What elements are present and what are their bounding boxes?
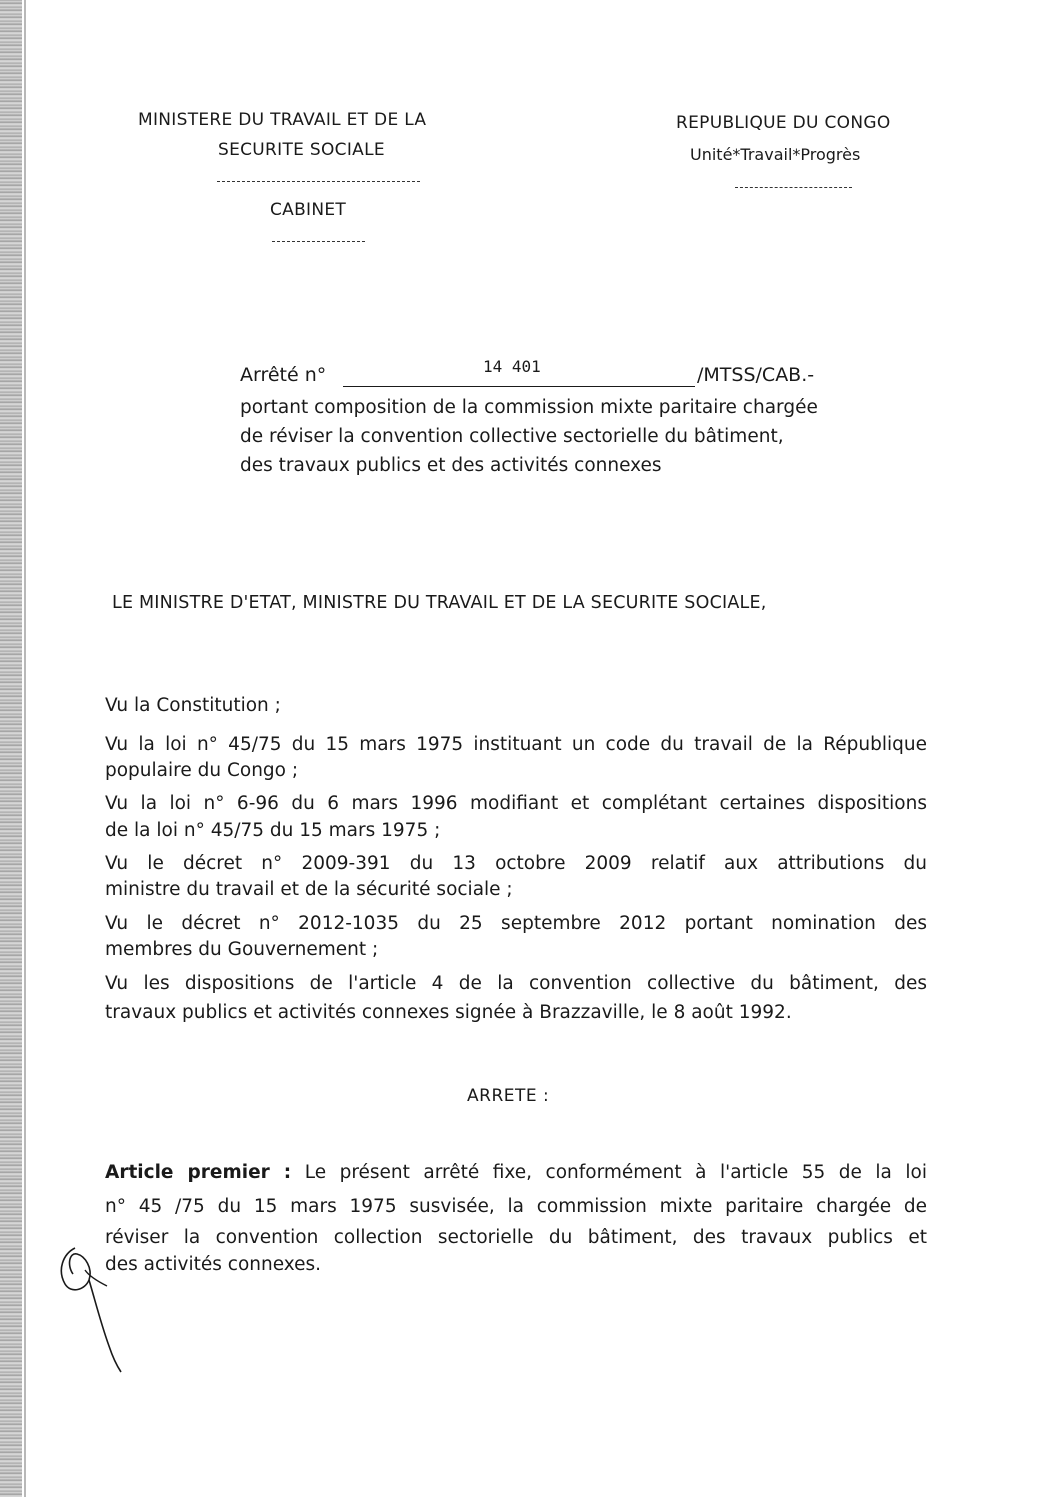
visa-loi-45-75-line-2: populaire du Congo ; — [105, 760, 299, 781]
visa-decret-2012-line-1: Vu le décret n° 2012-1035 du 25 septembre 2012 portant nomination des — [105, 913, 927, 934]
visa-constitution: Vu la Constitution ; — [105, 695, 281, 716]
subject-line-3: des travaux publics et des activités connexes — [240, 455, 662, 476]
article-1-line-3: réviser la convention collection sectorielle du bâtiment, des travaux publics et — [105, 1227, 927, 1248]
scan-edge — [0, 0, 22, 1497]
visa-convention-line-2: travaux publics et activités connexes signée à Brazzaville, le 8 août 1992. — [105, 1002, 792, 1023]
header-left-divider — [217, 181, 420, 182]
article-1-label: Article premier : — [105, 1162, 292, 1183]
article-1-line-2: n° 45 /75 du 15 mars 1975 susvisée, la commission mixte paritaire chargée de — [105, 1196, 927, 1217]
ministry-line-1: MINISTERE DU TRAVAIL ET DE LA — [138, 110, 427, 130]
subject-line-2: de réviser la convention collective sectorielle du bâtiment, — [240, 426, 784, 447]
minister-heading: LE MINISTRE D'ETAT, MINISTRE DU TRAVAIL ET DE LA SECURITE SOCIALE, — [112, 593, 767, 613]
header-right-divider — [735, 187, 852, 188]
handwritten-initials — [55, 1240, 145, 1380]
ministry-line-2: SECURITE SOCIALE — [218, 140, 385, 160]
subject-line-1: portant composition de la commission mixte paritaire chargée — [240, 397, 818, 418]
title-suffix: /MTSS/CAB.- — [697, 364, 815, 386]
cabinet-divider — [272, 241, 365, 242]
article-1-text-1: Le présent arrêté fixe, conformément à l'article 55 de la loi — [304, 1162, 927, 1183]
visa-decret-2009-line-2: ministre du travail et de la sécurité sociale ; — [105, 879, 513, 900]
visa-loi-6-96-line-1: Vu la loi n° 6-96 du 6 mars 1996 modifiant et complétant certaines dispositions — [105, 793, 927, 814]
title-number-line — [343, 386, 695, 387]
visa-loi-6-96-line-2: de la loi n° 45/75 du 15 mars 1975 ; — [105, 820, 441, 841]
visa-convention-line-1: Vu les dispositions de l'article 4 de la convention collective du bâtiment, des — [105, 973, 927, 994]
visa-decret-2009-line-1: Vu le décret n° 2009-391 du 13 octobre 2009 relatif aux attributions du — [105, 853, 927, 874]
cabinet-label: CABINET — [270, 200, 347, 220]
motto: Unité*Travail*Progrès — [690, 145, 861, 164]
visa-decret-2012-line-2: membres du Gouvernement ; — [105, 939, 379, 960]
article-1-line-1 — [105, 1158, 927, 1188]
republic-label: REPUBLIQUE DU CONGO — [676, 113, 891, 133]
arrete-heading: ARRETE : — [467, 1086, 550, 1106]
title-number: 14 401 — [483, 357, 541, 376]
scan-edge-line — [24, 0, 26, 1497]
title-prefix: Arrêté n° — [240, 364, 327, 386]
article-1-line-4: des activités connexes. — [105, 1254, 322, 1275]
visa-loi-45-75-line-1: Vu la loi n° 45/75 du 15 mars 1975 instituant un code du travail de la République — [105, 734, 927, 755]
